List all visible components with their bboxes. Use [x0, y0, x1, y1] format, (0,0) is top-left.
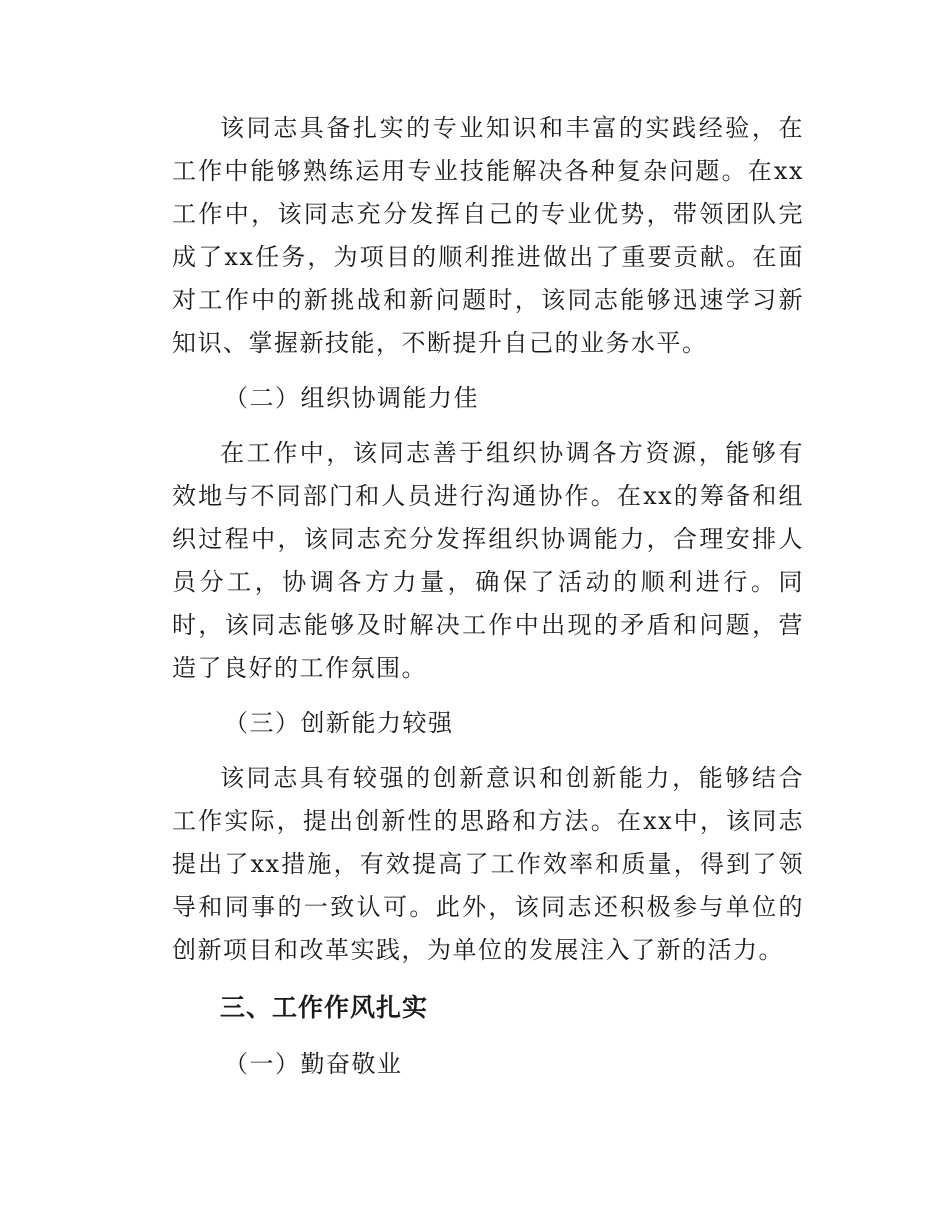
paragraph-coordination: 在工作中，该同志善于组织协调各方资源，能够有效地与不同部门和人员进行沟通协作。在xx的筹备和组织过程中，该同志充分发挥组织协调能力，合理安排人员分工，协调各方力量，确保了活动的顺利进行。同时，该同志能够及时解决工作中出现的矛盾和问题，营造了良好的工作氛围。	[172, 439, 804, 682]
paragraph-innovation: 该同志具有较强的创新意识和创新能力，能够结合工作实际，提出创新性的思路和方法。在xx中，该同志提出了xx措施，有效提高了工作效率和质量，得到了领导和同事的一致认可。此外，该同志还积极参与单位的创新项目和改革实践，为单位的发展注入了新的活力。	[172, 764, 804, 964]
subheading-innovation: （三）创新能力较强	[224, 709, 454, 737]
document-body	[172, 107, 804, 1086]
section-heading-work-style: 三、工作作风扎实	[220, 993, 429, 1022]
subheading-diligence: （一）勤奋敬业	[224, 1050, 403, 1078]
subheading-coordination: （二）组织协调能力佳	[224, 384, 479, 412]
paragraph-professional-skills: 该同志具备扎实的专业知识和丰富的实践经验，在工作中能够熟练运用专业技能解决各种复杂问题。在xx工作中，该同志充分发挥自己的专业优势，带领团队完成了xx任务，为项目的顺利推进做出了重要贡献。在面对工作中的新挑战和新问题时，该同志能够迅速学习新知识、掌握新技能，不断提升自己的业务水平。	[172, 114, 804, 357]
